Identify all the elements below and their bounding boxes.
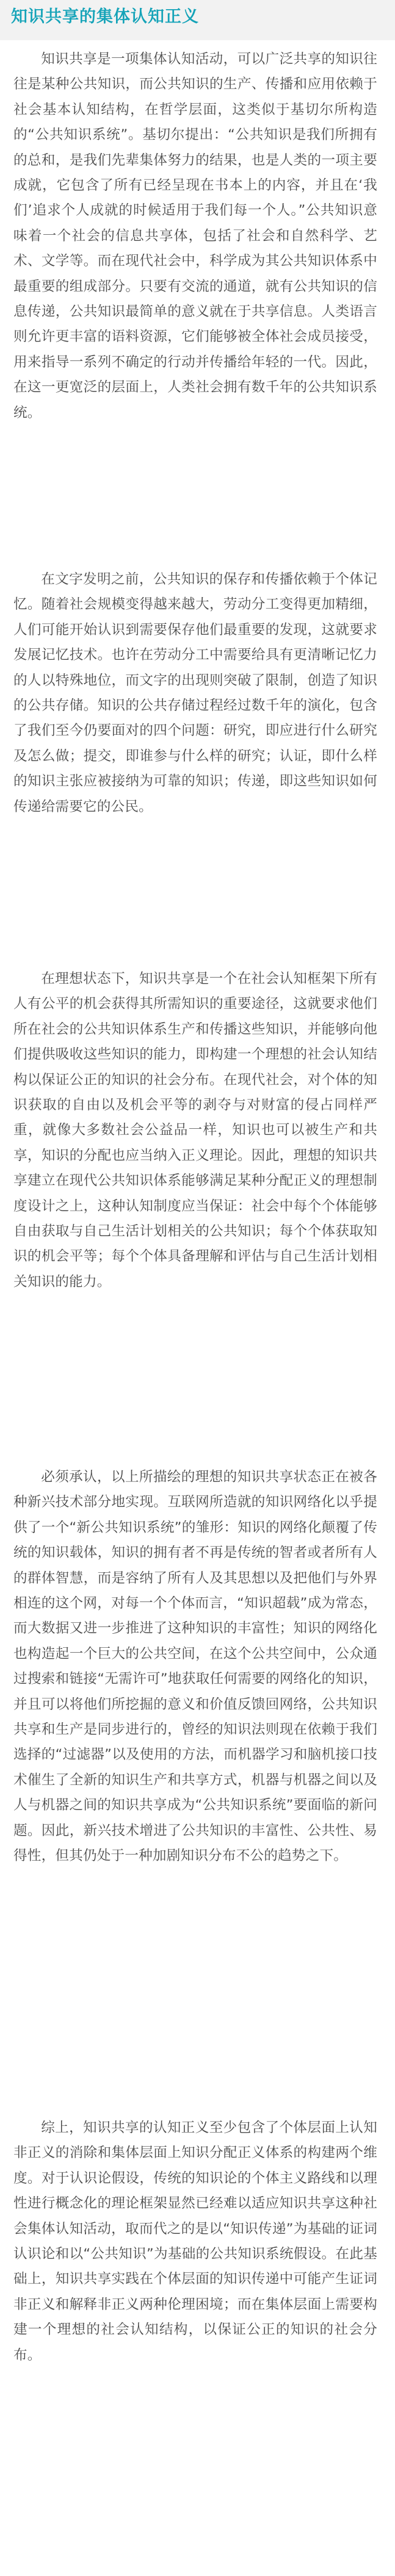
page-bottom-space	[0, 2555, 395, 2576]
article-title: 知识共享的集体认知正义	[11, 7, 199, 26]
paragraph-conclusion: 综上，知识共享的认知正义至少包含了个体层面上认知非正义的消除和集体层面上知识分配正义体系的构建两个维度。对于认识论假设，传统的知识论的个体主义路线和以理性进行概念化的理论框架显然已经难以适应知识共享这种社会集体认知活动，取而代之的是以“知识传递”为基础的证词认识论和以“公共知识”为基础的公共知识系统假设。在此基础上，知识共享实践在个体层面的知识传递中可能产生证词非正义和解释非正义两种伦理困境；而在集体层面上需要构建一个理想的社会认知结构，以保证公正的知识的社会分布。	[13, 2120, 377, 2363]
paragraph-emerging-technology: 必须承认，以上所描绘的理想的知识共享状态正在被各种新兴技术部分地实现。互联网所造就的知识网络化以乎提供了一个“新公共知识系统”的雏形：知识的网络化颠覆了传统的知识载体，知识的拥有者不再是传统的智者或者所有人的群体智慧，而是容纳了所有人及其思想以及把他们与外界相连的这个网，对每一个个体而言，“知识超载”成为常态，而大数据又进一步推进了这种知识的丰富性；知识的网络化也构造起一个巨大的公共空间，在这个公共空间中，公众通过搜索和链接“无需许可”地获取任何需要的网络化的知识，并且可以将他们所挖掘的意义和价值反馈回网络，公共知识共享和生产是同步进行的，曾经的知识法则现在依赖于我们选择的“过滤器”以及使用的方法，而机器学习和脑机接口技术催生了全新的知识生产和共享方式，机器与机器之间以及人与机器之间的知识共享成为“公共知识系统”要面临的新问题。因此，新兴技术增进了公共知识的丰富性、公共性、易得性，但其仍处于一种加剧知识分布不公的趋势之下。	[13, 1469, 377, 1864]
paragraph-writing-invention: 在文字发明之前，公共知识的保存和传播依赖于个体记忆。随着社会规模变得越来越大，劳动分工变得更加精细，人们可能开始认识到需要保存他们最重要的发现，这就要求发展记忆技术。也许在劳动分工中需要给具有更清晰记忆力的人以特殊地位，而文字的出现则突破了限制，创造了知识的公共存储。知识的公共存储过程经过数千年的演化，包含了我们至今仍要面对的四个问题：研究，即应进行什么研究及怎么做；提交，即谁参与什么样的研究；认证，即什么样的知识主张应被接纳为可靠的知识；传递，即这些知识如何传递给需要它的公民。	[13, 571, 377, 815]
title-bar	[0, 0, 395, 40]
paragraph-ideal-state: 在理想状态下，知识共享是一个在社会认知框架下所有人有公平的机会获得其所需知识的重要途径，这就要求他们所在社会的公共知识体系生产和传播这些知识，并能够向他们提供吸收这些知识的能力，即构建一个理想的社会认知结构以保证公正的知识的社会分布。在现代社会，对个体的知识获取的自由以及机会平等的剥夺与对财富的侵占同样严重，就像大多数社会公益品一样，知识也可以被生产和共享，知识的分配也应当纳入正义理论。因此，理想的知识共享建立在现代公共知识体系能够满足某种分配正义的理想制度设计之上，这种认知制度应当保证：社会中每个个体能够自由获取与自己生活计划相关的公共知识；每个个体获取知识的机会平等；每个个体具备理解和评估与自己生活计划相关知识的能力。	[13, 971, 377, 1290]
paragraph-public-knowledge: 知识共享是一项集体认知活动，可以广泛共享的知识往往是某种公共知识，而公共知识的生产、传播和应用依赖于社会基本认知结构，在哲学层面，这类似于基切尔所构造的“公共知识系统”。基切尔提出：“公共知识是我们所拥有的总和，是我们先辈集体努力的结果，也是人类的一项主要成就，它包含了所有已经呈现在书本上的内容，并且在‘我们’追求个人成就的时候适用于我们每一个人。”公共知识意味着一个社会的信息共享体，包括了社会和自然科学、艺术、文学等。而在现代社会中，科学成为其公共知识体系中最重要的组成部分。只要有交流的通道，就有公共知识的信息传递，公共知识最简单的意义就在于共享信息。人类语言则允许更丰富的语料资源，它们能够被全体社会成员接受，用来指导一系列不确定的行动并传播给年轻的一代。因此，在这一更宽泛的层面上，人类社会拥有数千年的公共知识系统。	[13, 51, 377, 421]
